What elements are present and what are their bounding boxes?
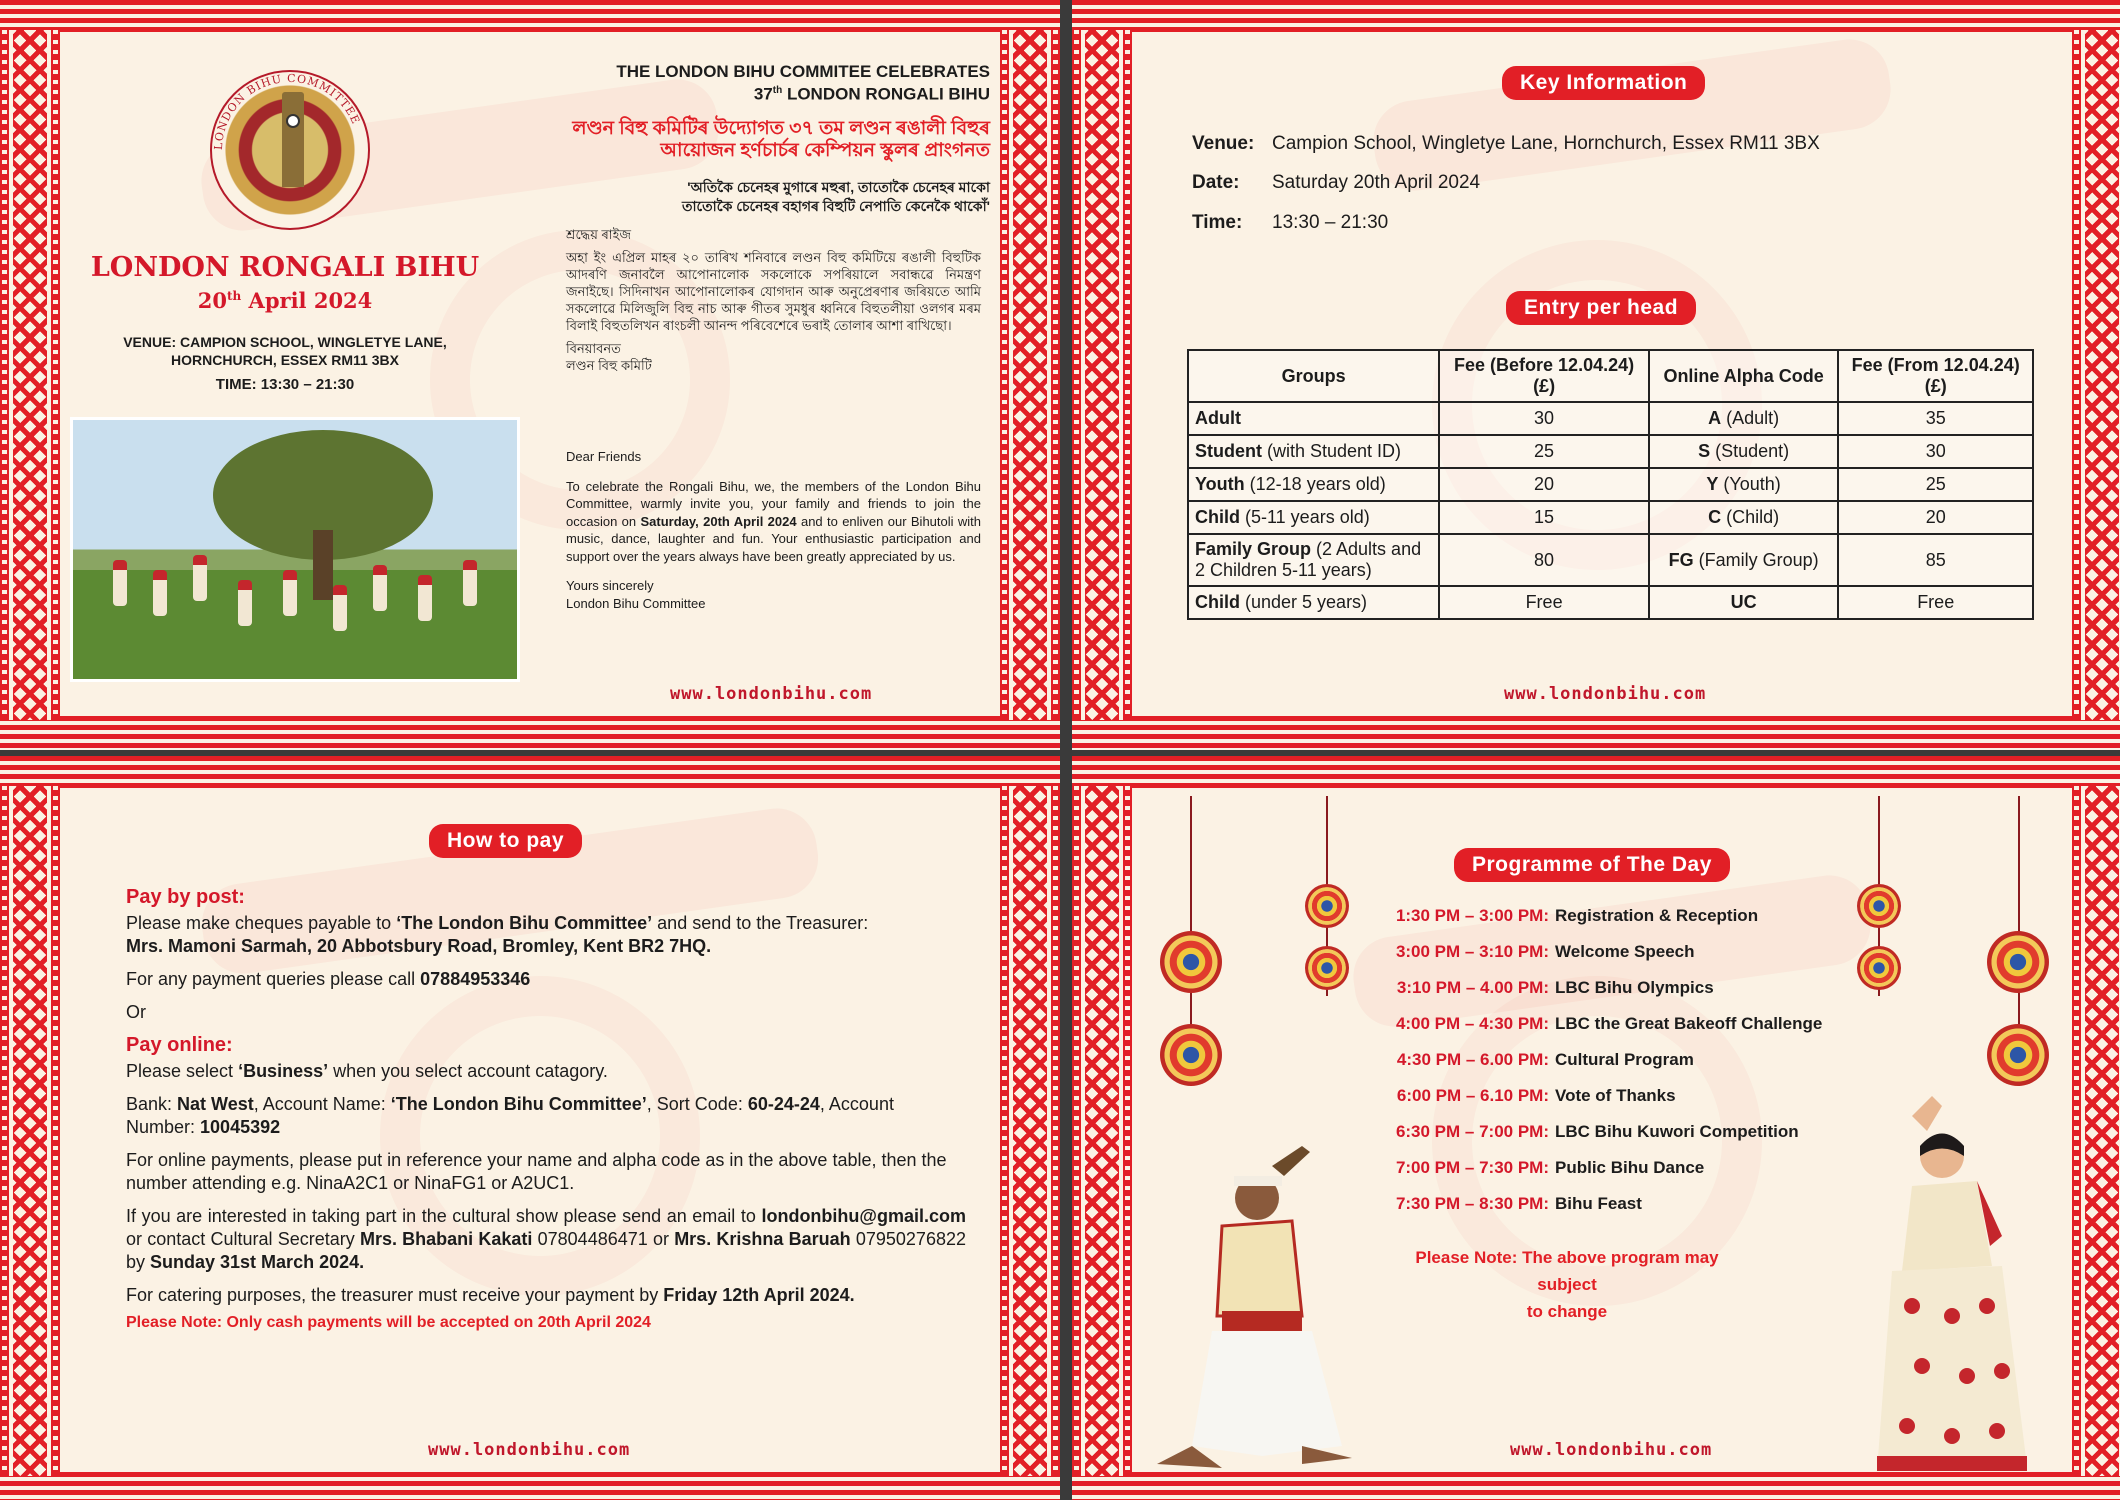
programme-time: 1:30 PM – 3:00 PM: — [1395, 906, 1549, 925]
pay-online-heading: Pay online: — [126, 1034, 233, 1056]
fee-before-cell: 80 — [1439, 534, 1649, 586]
group-cell: Youth (12-18 years old) — [1188, 468, 1439, 501]
programme-item — [1372, 1050, 1822, 1086]
programme-item — [1372, 1122, 1822, 1158]
left-border — [0, 30, 60, 720]
account-category-note: Please select ‘Business’ when you select account catagory. — [126, 1061, 608, 1081]
programme-item — [1372, 1158, 1822, 1194]
assamese-letter: শ্ৰদ্ধেয় ৰাইজ অহা ইং এপ্ৰিল মাহৰ ২০ তাৰিখ শনিবাৰে লণ্ডন বিহু কমিটিয়ে ৰঙালী বিহুটিক আদৰণি জনাবলৈ আপোনালোক সকলোকে সপৰিয়ালে সবান্ধৱে নিমন্ত্ৰণ জনাইছে। সিদিনাখন আপোনালোকৰ যোগদান আৰু অনুপ্ৰেৰণাৰ জৰিয়তে আমি সকলোৱে মিলিজুলি বিহু নাচ আৰু গীতৰ সুমধুৰ ধ্বনিৰে বিহুতলীয়া ওলগৰ মৰম বিলাই বিহুতলিখন ৰাংচলী আনন্দ পৰিবেশেৰে ভৰাই তোলাৰ আশা ৰাখিছো। বিনয়াবনত লণ্ডন বিহু কমিটি — [566, 227, 981, 373]
programme-event: Registration & Reception — [1555, 906, 1759, 925]
alpha-code-header: Online Alpha Code — [1649, 350, 1839, 402]
top-border — [0, 0, 1060, 34]
bottom-border — [1072, 716, 2120, 750]
programme-time: 6:00 PM – 6.10 PM: — [1396, 1086, 1549, 1105]
fee-before-cell: 20 — [1439, 468, 1649, 501]
jaapi-medallion-icon — [1987, 931, 2049, 993]
website-link[interactable]: www.londonbihu.com — [670, 684, 873, 704]
group-cell: Child (5-11 years old) — [1188, 501, 1439, 534]
programme-time: 6:30 PM – 7:00 PM: — [1395, 1122, 1549, 1141]
website-link[interactable]: www.londonbihu.com — [428, 1440, 631, 1460]
top-border — [1072, 0, 2120, 34]
left-border — [0, 786, 60, 1476]
event-time: TIME: 13:30 – 21:30 — [215, 376, 355, 393]
group-cell: Student (with Student ID) — [1188, 435, 1439, 468]
left-border — [1072, 786, 1132, 1476]
fee-after-cell: 35 — [1838, 402, 2033, 435]
website-link[interactable]: www.londonbihu.com — [1510, 1440, 1713, 1460]
english-letter: Dear Friends To celebrate the Rongali Bihu, we, the members of the London Bihu Committee, warmly invite you, your family and friends to join the occasion on Saturday, 20th April 2024 and to enliven our Bihutoli with music, dance, laughter and fun. Your enthusiastic participation and support over the years always have been greatly appreciated by us. Yours sincerely London Bihu Committee — [566, 449, 981, 611]
jaapi-medallion-icon — [1857, 884, 1901, 928]
table-row — [1188, 435, 2033, 468]
programme-item — [1372, 1086, 1822, 1122]
alpha-code-cell: Y (Youth) — [1649, 468, 1839, 501]
programme-item — [1372, 906, 1822, 942]
alpha-code-cell: C (Child) — [1649, 501, 1839, 534]
programme-event: LBC Bihu Kuwori Competition — [1555, 1122, 1799, 1141]
male-bihu-dancer-illustration — [1152, 1146, 1372, 1476]
bihu-dance-photo — [70, 417, 520, 682]
programme-time: 4:30 PM – 6.00 PM: — [1396, 1050, 1549, 1069]
programme-time: 7:30 PM – 8:30 PM: — [1395, 1194, 1549, 1213]
alpha-code-cell: UC — [1649, 586, 1839, 619]
fee-after-cell: Free — [1838, 586, 2033, 619]
date-row: Date: Saturday 20th April 2024 — [1192, 172, 1481, 193]
programme-pill: Programme of The Day — [1454, 848, 1730, 882]
payment-queries: For any payment queries please call 07884953346 — [126, 969, 531, 989]
jaapi-medallion-icon — [1857, 946, 1901, 990]
left-border — [1072, 30, 1132, 720]
table-header-row — [1188, 350, 2033, 402]
table-row — [1188, 534, 2033, 586]
jaapi-medallion-icon — [1305, 946, 1349, 990]
programme-event: Public Bihu Dance — [1555, 1158, 1705, 1177]
fee-after-cell: 20 — [1838, 501, 2033, 534]
jaapi-medallion-icon — [1305, 884, 1349, 928]
bank-details: Bank: Nat West, Account Name: ‘The London Bihu Committee’, Sort Code: 60-24-24, Account Number: 10045392 — [126, 1094, 894, 1137]
programme-event: Bihu Feast — [1555, 1194, 1642, 1213]
alpha-code-cell: A (Adult) — [1649, 402, 1839, 435]
table-row — [1188, 468, 2033, 501]
event-date: 20th April 2024 — [197, 288, 373, 313]
groups-header: Groups — [1188, 350, 1439, 402]
payment-instructions — [126, 886, 966, 1334]
female-bihu-dancer-illustration — [1852, 1086, 2082, 1486]
or-separator: Or — [126, 1002, 146, 1022]
svg-text:LONDON BIHU COMMITTEE: LONDON BIHU COMMITTEE — [211, 71, 363, 151]
right-border — [1000, 786, 1060, 1476]
event-title: LONDON RONGALI BIHU — [90, 252, 480, 283]
jaapi-medallion-icon — [1987, 1024, 2049, 1086]
cultural-show-info: If you are interested in taking part in the cultural show please send an email to londonbihu@gmail.com or contact Cultural Secretary Mrs. Bhabani Kakati 07804486471 or Mrs. Krishna Baruah 07950276822 by Sunday 31st March 2024. — [126, 1206, 966, 1272]
how-to-pay-panel — [0, 756, 1060, 1500]
programme-event: Vote of Thanks — [1555, 1086, 1676, 1105]
catering-deadline: For catering purposes, the treasurer must receive your payment by Friday 12th April 2024. — [126, 1285, 855, 1305]
table-row — [1188, 501, 2033, 534]
table-row — [1188, 586, 2033, 619]
programme-item — [1372, 1194, 1822, 1230]
website-link[interactable]: www.londonbihu.com — [1504, 684, 1707, 704]
key-information-panel — [1072, 0, 2120, 750]
alpha-code-cell: FG (Family Group) — [1649, 534, 1839, 586]
assamese-heading: লণ্ডন বিহু কমিটিৰ উদ্যোগত ৩৭ তম লণ্ডন ৰঙালী বিহুৰ আয়োজন হৰ্ণচাৰ্চৰ কেম্পিয়ন স্কুলৰ প্ৰাংগনত — [572, 118, 990, 161]
bottom-border — [0, 1472, 1060, 1500]
programme-item — [1372, 1014, 1822, 1050]
programme-event: LBC the Great Bakeoff Challenge — [1555, 1014, 1823, 1033]
programme-time: 3:10 PM – 4.00 PM: — [1396, 978, 1549, 997]
fee-after-header: Fee (From 12.04.24) (£) — [1838, 350, 2033, 402]
programme-item — [1372, 978, 1822, 1014]
programme-item — [1372, 942, 1822, 978]
cash-payment-note: Please Note: Only cash payments will be accepted on 20th April 2024 — [126, 1314, 651, 1331]
time-row: Time: 13:30 – 21:30 — [1192, 212, 1389, 233]
programme-event: Welcome Speech — [1555, 942, 1695, 961]
reference-instructions: For online payments, please put in reference your name and alpha code as in the above table, then the number attending e.g. NinaA2C1 or NinaFG1 or A2UC1. — [126, 1150, 947, 1193]
jaapi-medallion-icon — [1160, 931, 1222, 993]
group-cell: Family Group (2 Adults and 2 Children 5-11 years) — [1188, 534, 1439, 586]
fee-before-header: Fee (Before 12.04.24) (£) — [1439, 350, 1649, 402]
bottom-border — [0, 716, 1060, 750]
fee-before-cell: 25 — [1439, 435, 1649, 468]
celebration-heading: THE LONDON BIHU COMMITEE CELEBRATES 37th LONDON RONGALI BIHU — [616, 62, 990, 104]
post-instructions: Please make cheques payable to ‘The London Bihu Committee’ and send to the Treasurer: Mrs. Mamoni Sarmah, 20 Abbotsbury Road, Bromley, Kent BR2 7HQ. — [126, 913, 869, 956]
jaapi-medallion-icon — [1160, 1024, 1222, 1086]
how-to-pay-pill: How to pay — [429, 824, 582, 858]
fee-before-cell: Free — [1439, 586, 1649, 619]
entry-per-head-pill: Entry per head — [1506, 291, 1696, 325]
top-border — [1072, 756, 2120, 790]
fee-after-cell: 30 — [1838, 435, 2033, 468]
assamese-quote: 'অতিকৈ চেনেহৰ মুগাৰে মহুৰা, তাতোকৈ চেনেহৰ মাকো তাতোকৈ চেনেহৰ বহাগৰ বিহুটি নেপাতি কেনেকৈ থাকোঁ' — [681, 179, 990, 214]
programme-event: LBC Bihu Olympics — [1555, 978, 1714, 997]
fee-after-cell: 85 — [1838, 534, 2033, 586]
fee-before-cell: 15 — [1439, 501, 1649, 534]
programme-event: Cultural Program — [1555, 1050, 1694, 1069]
programme-panel — [1072, 756, 2120, 1500]
fee-after-cell: 25 — [1838, 468, 2033, 501]
group-cell: Adult — [1188, 402, 1439, 435]
table-row — [1188, 402, 2033, 435]
event-venue: VENUE: CAMPION SCHOOL, WINGLETYE LANE, HORNCHURCH, ESSEX RM11 3BX — [123, 334, 447, 368]
programme-time: 3:00 PM – 3:10 PM: — [1395, 942, 1549, 961]
top-border — [0, 756, 1060, 790]
programme-time: 7:00 PM – 7:30 PM: — [1395, 1158, 1549, 1177]
entry-fees-table — [1187, 349, 2034, 620]
alpha-code-cell: S (Student) — [1649, 435, 1839, 468]
invitation-panel — [0, 0, 1060, 750]
pay-by-post-heading: Pay by post: — [126, 886, 245, 908]
fee-before-cell: 30 — [1439, 402, 1649, 435]
programme-change-note: Please Note: The above program may subject to change — [1415, 1248, 1719, 1321]
right-border — [2072, 30, 2120, 720]
logo-ring-text — [210, 70, 370, 230]
key-information-pill: Key Information — [1502, 66, 1705, 100]
venue-row: Venue: Campion School, Wingletye Lane, Hornchurch, Essex RM11 3BX — [1192, 133, 1820, 154]
programme-time: 4:00 PM – 4:30 PM: — [1395, 1014, 1549, 1033]
programme-schedule — [1372, 906, 1822, 1230]
right-border — [1000, 30, 1060, 720]
group-cell: Child (under 5 years) — [1188, 586, 1439, 619]
